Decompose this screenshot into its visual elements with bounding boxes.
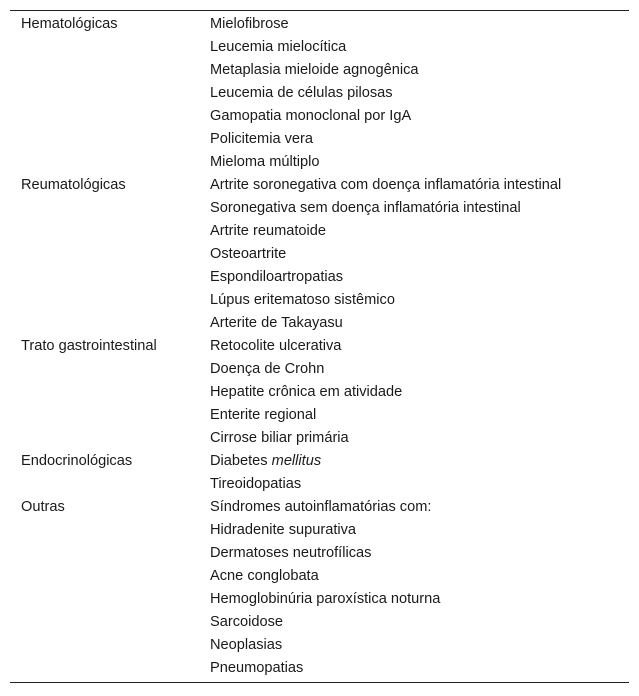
category-cell-empty [10,82,210,105]
category-cell-empty [10,128,210,151]
condition-item: Sarcoidose [210,614,284,630]
table-row [10,128,629,151]
table-row [10,266,629,289]
category-cell-empty [10,151,210,174]
category-label: Reumatológicas [21,177,126,193]
table-row [10,243,629,266]
category-cell-empty [10,289,210,312]
table-row [10,289,629,312]
condition-item: Hidradenite supurativa [210,522,357,538]
condition-item: Leucemia mielocítica [210,39,347,55]
table-row [10,197,629,220]
category-cell-empty [10,243,210,266]
category-cell-empty [10,266,210,289]
condition-item: Mieloma múltiplo [210,154,320,170]
table-row [10,565,629,588]
condition-item: Leucemia de células pilosas [210,85,393,101]
table-row [10,335,629,358]
condition-item: Neoplasias [210,637,283,653]
table-row [10,450,629,473]
table-row [10,611,629,634]
category-label: Trato gastrointestinal [21,338,157,354]
table-row [10,105,629,128]
table-row [10,358,629,381]
condition-item: Acne conglobata [210,568,319,584]
table-row [10,220,629,243]
condition-item: Soronegativa sem doença inflamatória intestinal [210,200,521,216]
category-cell-empty [10,381,210,404]
category-cell-empty [10,473,210,496]
condition-item: Arterite de Takayasu [210,315,343,331]
table-row [10,174,629,197]
table-row [10,588,629,611]
table-row [10,59,629,82]
category-cell-empty [10,36,210,59]
table-row [10,542,629,565]
condition-item: Cirrose biliar primária [210,430,349,446]
italic-term: mellitus [271,453,322,469]
condition-item: Gamopatia monoclonal por IgA [210,108,412,124]
category-cell-empty [10,404,210,427]
table-row [10,657,629,680]
table-row [10,519,629,542]
category-label: Hematológicas [21,16,118,32]
condition-item: Artrite soronegativa com doença inflamatória intestinal [210,177,562,193]
table-row [10,634,629,657]
category-cell-empty [10,588,210,611]
table-row [10,381,629,404]
condition-item: Artrite reumatoide [210,223,326,239]
condition-item: Lúpus eritematoso sistêmico [210,292,395,308]
table-row [10,312,629,335]
category-cell-empty [10,634,210,657]
table-row [10,13,629,36]
condition-item: Síndromes autoinflamatórias com: [210,499,432,515]
category-cell-empty [10,197,210,220]
category-label: Endocrinológicas [21,453,133,469]
category-cell-empty [10,657,210,680]
condition-item: Policitemia vera [210,131,314,147]
table-row [10,36,629,59]
condition-item: Retocolite ulcerativa [210,338,342,354]
condition-item: Metaplasia mieloide agnogênica [210,62,419,78]
condition-item: Diabetes mellitus [210,453,322,469]
condition-item: Doença de Crohn [210,361,325,377]
category-cell-empty [10,542,210,565]
category-cell-empty [10,105,210,128]
condition-item: Pneumopatias [210,660,304,676]
category-label: Outras [21,499,65,515]
category-cell-empty [10,427,210,450]
condition-item: Dermatoses neutrofílicas [210,545,372,561]
condition-item: Hemoglobinúria paroxística noturna [210,591,441,607]
category-cell-empty [10,59,210,82]
table-row [10,82,629,105]
table-body [10,13,629,680]
table-row [10,473,629,496]
category-cell-empty [10,358,210,381]
category-cell-empty [10,312,210,335]
table-row [10,151,629,174]
category-cell-empty [10,611,210,634]
condition-item: Mielofibrose [210,16,289,32]
category-cell-empty [10,519,210,542]
category-cell-empty [10,565,210,588]
condition-item: Osteoartrite [210,246,287,262]
table-row [10,496,629,519]
condition-item: Espondiloartropatias [210,269,344,285]
condition-item: Enterite regional [210,407,317,423]
table-row [10,404,629,427]
condition-item: Tireoidopatias [210,476,302,492]
condition-item: Hepatite crônica em atividade [210,384,403,400]
category-cell-empty [10,220,210,243]
disease-association-table [10,10,629,683]
table-row [10,427,629,450]
